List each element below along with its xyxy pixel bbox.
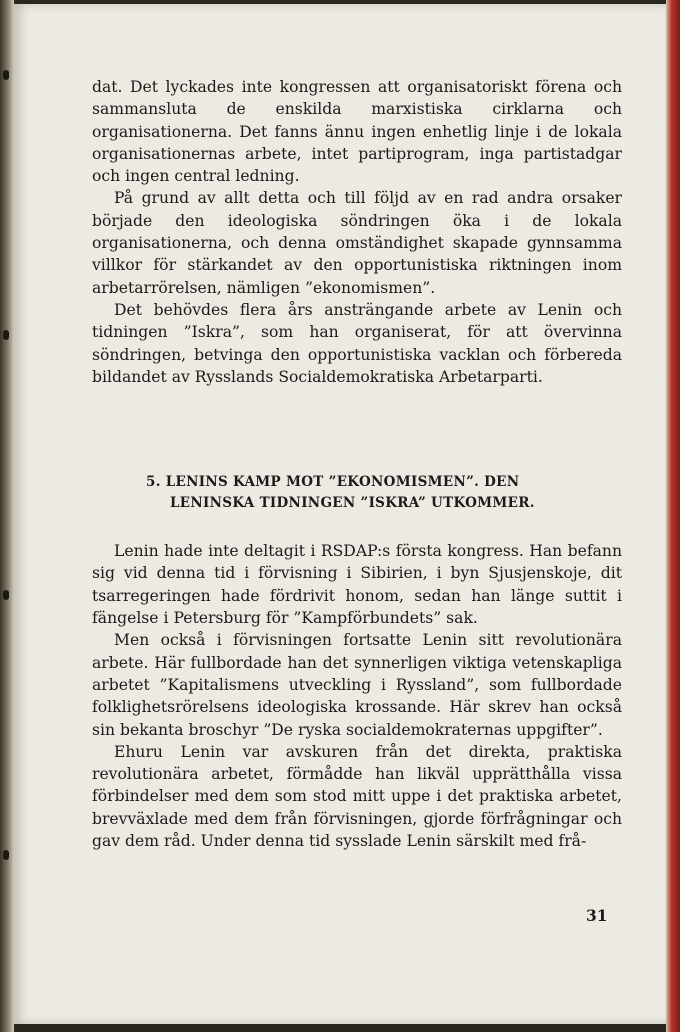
binding-stitch xyxy=(3,330,9,340)
paragraph: Lenin hade inte deltagit i RSDAP:s första kongress. Han befann sig vid denna tid i förvisning i Sibirien, i byn Sjusjenskoje, dit tsarregeringen hade fördrivit honom, sedan han länge suttit i fängelse i Petersburg för ”Kampförbundets” sak. xyxy=(92,542,622,628)
section-heading-line: LENINSKA TIDNINGEN ”ISKRA” UTKOMMER. xyxy=(170,495,535,512)
page-text xyxy=(92,76,622,852)
paragraph: Men också i förvisningen fortsatte Lenin sitt revolutionära arbete. Här fullbordade han det synnerligen viktiga vetenskapliga arbetet ”Kapitalismens utveckling i Ryssland”, som fullbordade folklighetsrörelsens ideologiska krossande. Här skrev han också sin bekanta broschyr ”De ryska socialdemokraternas uppgifter”. xyxy=(92,631,622,739)
book-binding xyxy=(0,0,14,1032)
paragraph: På grund av allt detta och till följd av en rad andra orsaker började den ideologiska söndringen öka i de lokala organisationerna, och denna omständighet skapade gynnsamma villkor för stärkandet av den opportunistiska riktningen inom arbetarrörelsen, nämligen ”ekonomismen”. xyxy=(92,189,622,297)
binding-stitch xyxy=(3,70,9,80)
book-page xyxy=(14,4,666,1024)
binding-stitch xyxy=(3,850,9,860)
paragraph: Det behövdes flera års ansträngande arbete av Lenin och tidningen ”Iskra”, som han organiserat, för att övervinna söndringen, betvinga den opportunistiska vacklan och förbereda bildandet av Rysslands Socialdemokratiska Arbetarparti. xyxy=(92,300,622,386)
binding-stitch xyxy=(3,590,9,600)
section-heading xyxy=(92,472,622,514)
page-edge xyxy=(666,0,680,1032)
section-heading-line: 5. LENINS KAMP MOT ”EKONOMISMEN”. DEN xyxy=(146,474,520,491)
page-number: 31 xyxy=(586,906,608,925)
paragraph: Ehuru Lenin var avskuren från det direkta, praktiska revolutionära arbetet, förmådde han likväl upprätthålla vissa förbindelser med dem som stod mitt uppe i det praktiska arbetet, brevväxlade med dem från förvisningen, gjorde förfrågningar och gav dem råd. Under denna tid sysslade Lenin särskilt med frå- xyxy=(92,742,622,851)
paragraph: dat. Det lyckades inte kongressen att organisatoriskt förena och sammansluta de enskilda marxistiska cirklarna och organisationerna. Det fanns ännu ingen enhetlig linje i de lokala organisationernas arbete, intet partiprogram, inga partistadgar och ingen central ledning. xyxy=(92,78,622,186)
